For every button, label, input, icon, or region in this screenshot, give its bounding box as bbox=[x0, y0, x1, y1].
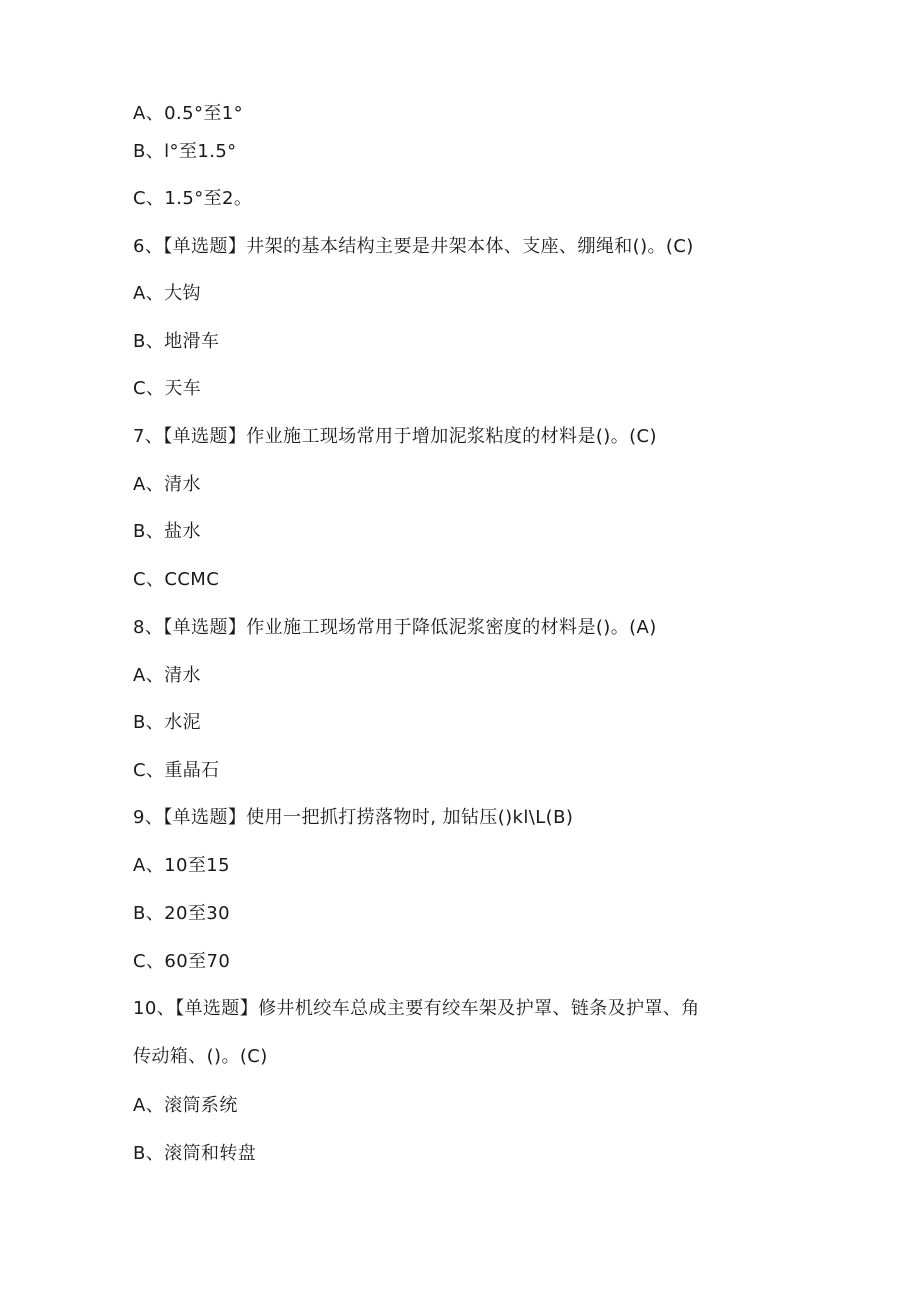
option-c-q9: C、60至70 bbox=[133, 951, 231, 972]
option-c-q8: C、重晶石 bbox=[133, 760, 220, 781]
option-a-q6: A、大钩 bbox=[133, 283, 201, 304]
option-a-q10: A、滚筒系统 bbox=[133, 1095, 238, 1116]
option-a-q9: A、10至15 bbox=[133, 855, 230, 876]
option-c-q6: C、天车 bbox=[133, 378, 202, 399]
option-a-q5: A、0.5°至1° bbox=[133, 103, 243, 124]
option-b-q5: B、l°至1.5° bbox=[133, 141, 237, 162]
question-9: 9、【单选题】使用一把抓打捞落物时, 加钻压()kl\L(B) bbox=[133, 807, 574, 828]
question-10-line-2: 传动箱、()。(C) bbox=[133, 1046, 268, 1067]
question-10-line-1: 10、【单选题】修井机绞车总成主要有绞车架及护罩、链条及护罩、角 bbox=[133, 998, 700, 1019]
option-a-q8: A、清水 bbox=[133, 665, 201, 686]
option-b-q6: B、地滑车 bbox=[133, 331, 220, 352]
question-8: 8、【单选题】作业施工现场常用于降低泥浆密度的材料是()。(A) bbox=[133, 617, 657, 638]
question-7: 7、【单选题】作业施工现场常用于增加泥浆粘度的材料是()。(C) bbox=[133, 426, 657, 447]
option-c-q5: C、1.5°至2。 bbox=[133, 188, 253, 209]
question-6: 6、【单选题】井架的基本结构主要是井架本体、支座、绷绳和()。(C) bbox=[133, 236, 694, 257]
option-a-q7: A、清水 bbox=[133, 474, 201, 495]
option-b-q9: B、20至30 bbox=[133, 903, 230, 924]
option-b-q8: B、水泥 bbox=[133, 712, 201, 733]
option-b-q10: B、滚筒和转盘 bbox=[133, 1143, 257, 1164]
option-c-q7: C、CCMC bbox=[133, 569, 220, 590]
option-b-q7: B、盐水 bbox=[133, 521, 201, 542]
